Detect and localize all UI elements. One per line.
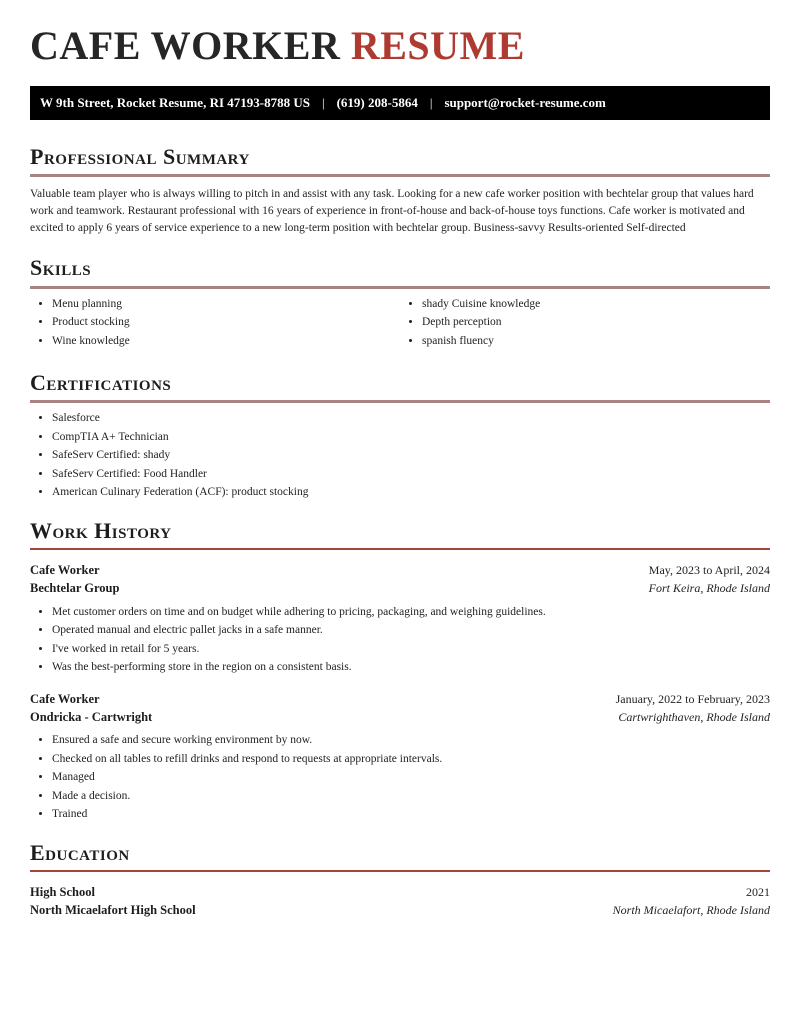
certification-item: • CompTIA A+ Technician [52,430,770,445]
resume-title-accent: RESUME [350,23,525,68]
job-entry [30,562,770,675]
professional-summary-text: Valuable team player who is always willing to pitch in and assist with any task. Looking for a new cafe worker position with bechtelar group that values hard work and teamwork. Restaurant professional with 16 years of experience in front-of-house and back-of-house toys functions. Cafe worker is motivated and excited to apply 6 years of service experience to a new long-term position with bechtelar group. Business-savvy Results-oriented Self-directed [30,188,754,235]
contact-separator: | [321,95,325,110]
contact-bar [30,86,770,120]
contact-separator: | [429,95,433,110]
job-company-row [30,580,770,598]
job-bullet: • Managed [52,770,770,785]
heading-rule [30,870,770,872]
job-bullet: • Trained [52,807,770,822]
contact-phone: (619) 208-5864 [336,95,418,110]
job-entry [30,691,770,822]
section-skills [30,255,770,352]
section-certifications [30,370,770,500]
skills-list-right [400,297,770,352]
skill-item: • Product stocking [52,315,400,330]
section-professional-summary [30,144,770,237]
job-title-row [30,691,770,709]
job-title-row [30,562,770,580]
skill-item: • Menu planning [52,297,400,312]
school-name: North Micaelafort High School [30,903,196,918]
certification-item: • SafeServ Certified: Food Handler [52,467,770,482]
contact-email: support@rocket-resume.com [444,95,606,110]
job-bullet: • Met customer orders on time and on budget while adhering to pricing, packaging, and weighing guidelines. [52,605,770,620]
skills-list-left [30,297,400,352]
certification-item: • American Culinary Federation (ACF): product stocking [52,485,770,500]
graduation-year: 2021 [746,885,770,900]
education-school-row [30,902,770,920]
job-company: Ondricka - Cartwright [30,709,153,724]
job-bullet: • Was the best-performing store in the region on a consistent basis. [52,660,770,675]
section-education [30,840,770,920]
education-heading: Education [30,840,130,866]
resume-title [30,23,770,68]
certifications-heading: Certifications [30,369,172,395]
certification-item: • Salesforce [52,411,770,426]
certification-item: • SafeServ Certified: shady [52,448,770,463]
resume-title-primary: CAFE WORKER [30,23,341,68]
skill-item: • Wine knowledge [52,334,400,349]
job-title: Cafe Worker [30,563,100,578]
job-bullet: • Made a decision. [52,789,770,804]
job-bullet: • Ensured a safe and secure working environment by now. [52,733,770,748]
section-work-history [30,518,770,822]
professional-summary-heading: Professional Summary [30,144,250,169]
job-company: Bechtelar Group [30,580,120,595]
job-company-row [30,709,770,727]
skills-columns [30,289,770,352]
work-history-heading: Work History [30,517,172,543]
job-bullet-list [30,733,770,822]
job-location: Cartwrighthaven, Rhode Island [618,709,770,724]
heading-rule [30,174,770,177]
heading-rule [30,548,770,550]
education-entry [30,884,770,920]
degree: High School [30,885,95,900]
job-bullet: • I've worked in retail for 5 years. [52,642,770,657]
certifications-list [30,411,770,500]
job-dates: January, 2022 to February, 2023 [615,691,770,706]
job-dates: May, 2023 to April, 2024 [648,563,770,578]
skill-item: • spanish fluency [422,334,770,349]
job-location: Fort Keira, Rhode Island [648,580,770,595]
job-title: Cafe Worker [30,691,100,706]
contact-address: W 9th Street, Rocket Resume, RI 47193-8788 US [40,95,310,110]
skills-heading: Skills [30,255,92,281]
school-location: North Micaelafort, Rhode Island [612,903,770,918]
skill-item: • shady Cuisine knowledge [422,297,770,312]
job-bullet-list [30,605,770,675]
heading-rule [30,400,770,403]
job-bullet: • Checked on all tables to refill drinks and respond to requests at appropriate intervals. [52,752,770,767]
job-bullet: • Operated manual and electric pallet jacks in a safe manner. [52,623,770,638]
education-degree-row [30,884,770,902]
skill-item: • Depth perception [422,315,770,330]
